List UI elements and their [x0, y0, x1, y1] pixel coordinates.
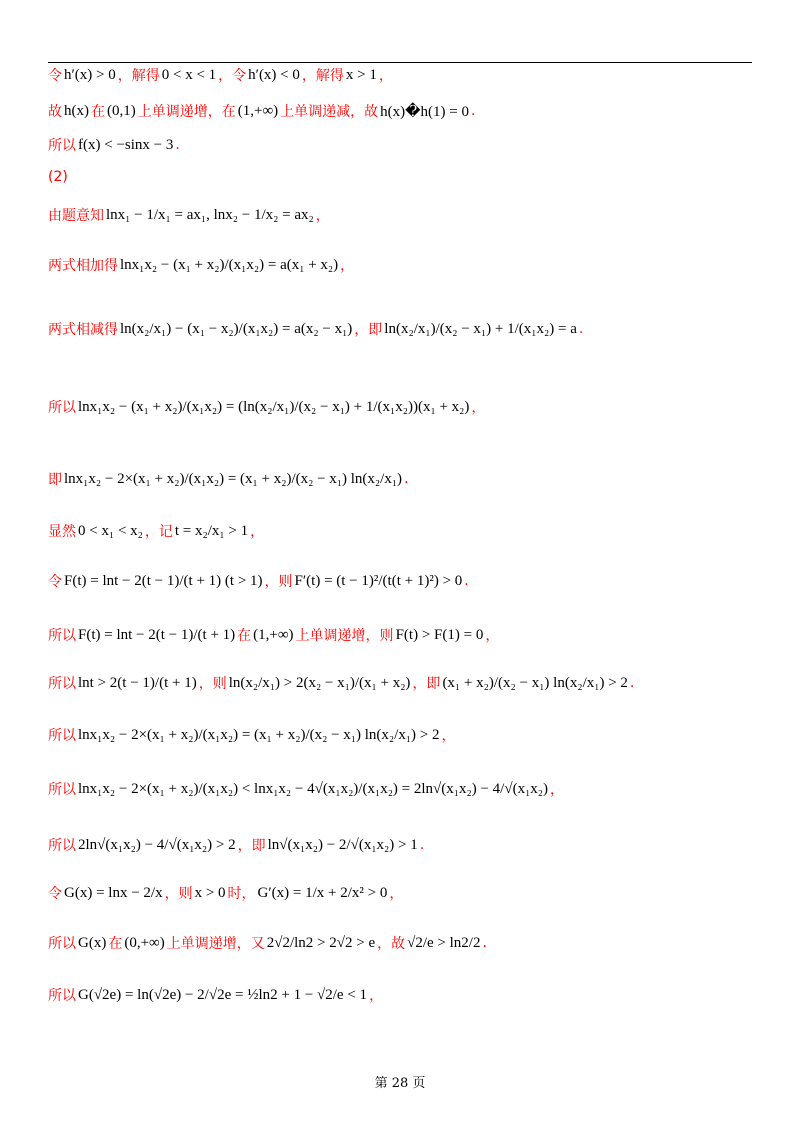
solution-line-7	[48, 312, 583, 346]
formula: lnx₁x₂ − 2×(x₁ + x₂)/(x₁x₂) = (x₁ + x₂)/(x₂ − x₁) ln(x₂/x₁) > 2	[78, 726, 440, 743]
text: ，即	[354, 322, 383, 338]
solution-line-19	[48, 978, 383, 1012]
formula: lnt > 2(t − 1)/(t + 1)	[78, 674, 197, 691]
formula: (x₁ + x₂)/(x₂ − x₁) ln(x₂/x₁) > 2	[442, 674, 628, 691]
solution-line-14	[48, 718, 456, 752]
text: ，	[389, 886, 404, 902]
text: 所以	[48, 728, 76, 744]
formula: ln(x₂/x₁)/(x₂ − x₁) + 1/(x₁x₂) = a	[384, 320, 577, 337]
text: ，记	[144, 524, 173, 540]
part-label	[48, 160, 68, 194]
text: .	[464, 573, 469, 589]
formula: 2√2/ln2 > 2√2 > e	[266, 934, 376, 951]
formula: f(x) < −sinx − 3	[78, 136, 174, 153]
text: ，即	[237, 838, 266, 854]
formula: ln(x₂/x₁) > 2(x₂ − x₁)/(x₁ + x₂)	[228, 674, 411, 691]
text: 即	[48, 472, 62, 488]
text: ，则	[164, 886, 193, 902]
solution-line-16	[48, 828, 424, 862]
formula: lnx₁ − 1/x₁ = ax₁, lnx₂ − 1/x₂ = ax₂	[106, 206, 314, 223]
text: 令	[48, 886, 62, 902]
text: .	[404, 471, 409, 487]
solution-line-15	[48, 772, 564, 806]
text: .	[419, 837, 425, 853]
text: 所以	[48, 676, 76, 692]
formula: x > 1	[345, 66, 377, 83]
formula: t = x₂/x₁ > 1	[174, 522, 249, 539]
text: 两式相减得	[48, 322, 118, 338]
formula: F(t) = lnt − 2(t − 1)/(t + 1)	[78, 626, 236, 643]
text: 所以	[48, 936, 76, 952]
formula: (0,1)	[107, 102, 136, 119]
text: ，	[369, 988, 384, 1004]
text: ，则	[264, 574, 293, 590]
text: ，则	[198, 676, 227, 692]
formula: (1,+∞)	[237, 102, 279, 119]
solution-line-10	[48, 514, 264, 548]
solution-line-17	[48, 876, 403, 910]
formula: F(t) = lnt − 2(t − 1)/(t + 1) (t > 1)	[64, 572, 263, 589]
text: 在	[237, 628, 252, 644]
text: ，	[340, 258, 355, 274]
formula: (0,+∞)	[124, 934, 165, 951]
formula: G(x)	[78, 934, 107, 951]
solution-line-5	[48, 198, 330, 232]
text: 上单调递增，则	[295, 628, 394, 644]
formula: G′(x) = 1/x + 2/x² > 0	[257, 884, 388, 901]
text: ，	[441, 728, 456, 744]
solution-line-9	[48, 462, 409, 496]
text: ，	[485, 628, 500, 644]
text: 时，	[227, 886, 256, 902]
text: 上单调递增，又	[166, 936, 265, 952]
formula: G(√2e) = ln(√2e) − 2/√2e = ½ln2 + 1 − √2/e < 1	[78, 986, 368, 1003]
formula: x > 0	[194, 884, 226, 901]
text: 由题意知	[48, 208, 104, 224]
text: ，解得	[117, 68, 160, 84]
text: 显然	[48, 524, 76, 540]
text: ，故	[377, 936, 406, 952]
text: .	[470, 103, 476, 119]
text: 故	[48, 104, 62, 120]
text: ，	[315, 208, 330, 224]
formula: lnx₁x₂ − (x₁ + x₂)/(x₁x₂) = a(x₁ + x₂)	[120, 256, 339, 273]
solution-line-11	[48, 564, 469, 598]
text: 两式相加得	[48, 258, 118, 274]
formula: F′(t) = (t − 1)²/(t(t + 1)²) > 0	[294, 572, 463, 589]
text: 上单调递增，在	[137, 104, 236, 120]
text: ，令	[218, 68, 247, 84]
text: .	[175, 137, 180, 153]
solution-line-1	[48, 58, 393, 92]
formula: (1,+∞)	[253, 626, 294, 643]
formula: 0 < x < 1	[161, 66, 217, 83]
formula: lnx₁x₂ − 2×(x₁ + x₂)/(x₁x₂) < lnx₁x₂ − 4√(x₁x₂)/(x₁x₂) = 2ln√(x₁x₂) − 4/√(x₁x₂)	[78, 780, 549, 797]
formula: 0 < x₁ < x₂	[78, 522, 143, 539]
solution-line-8	[48, 390, 485, 424]
text: (2)	[48, 169, 68, 185]
text: ，	[250, 524, 265, 540]
text: 令	[48, 68, 62, 84]
text: ，	[471, 400, 486, 416]
text: 所以	[48, 988, 76, 1004]
solution-line-2	[48, 94, 475, 128]
text: ，即	[412, 676, 441, 692]
text: .	[482, 935, 487, 951]
text: 所以	[48, 400, 76, 416]
formula: h′(x) < 0	[248, 66, 300, 83]
text: 所以	[48, 838, 76, 854]
formula: h′(x) > 0	[64, 66, 116, 83]
text: ，	[378, 68, 393, 84]
formula: ln√(x₁x₂) − 2/√(x₁x₂) > 1	[267, 836, 418, 853]
text: 令	[48, 574, 62, 590]
formula: ln(x₂/x₁) − (x₁ − x₂)/(x₁x₂) = a(x₂ − x₁)	[120, 320, 353, 337]
formula: G(x) = lnx − 2/x	[64, 884, 163, 901]
text: 上单调递减，故	[280, 104, 379, 120]
text: 所以	[48, 138, 76, 154]
solution-line-12	[48, 618, 499, 652]
text: 在	[91, 104, 105, 120]
formula: h(x)�h(1) = 0	[380, 103, 469, 120]
solution-line-3	[48, 128, 180, 162]
text: .	[578, 321, 584, 337]
text: ，	[550, 782, 565, 798]
formula: 2ln√(x₁x₂) − 4/√(x₁x₂) > 2	[78, 836, 236, 853]
text: 所以	[48, 782, 76, 798]
solution-line-6	[48, 248, 354, 282]
text: 所以	[48, 628, 76, 644]
formula: √2/e > ln2/2	[407, 934, 481, 951]
solution-line-18	[48, 926, 487, 960]
formula: h(x)	[64, 102, 89, 119]
text: .	[629, 675, 635, 691]
formula: F(t) > F(1) = 0	[395, 626, 484, 643]
formula: lnx₁x₂ − (x₁ + x₂)/(x₁x₂) = (ln(x₂/x₁)/(x₂ − x₁) + 1/(x₁x₂))(x₁ + x₂)	[78, 398, 470, 415]
solution-line-13	[48, 666, 634, 700]
text: 在	[108, 936, 123, 952]
page-number: 第 28 页	[374, 1076, 426, 1091]
formula: lnx₁x₂ − 2×(x₁ + x₂)/(x₁x₂) = (x₁ + x₂)/(x₂ − x₁) ln(x₂/x₁)	[64, 470, 403, 487]
text: ，解得	[301, 68, 344, 84]
